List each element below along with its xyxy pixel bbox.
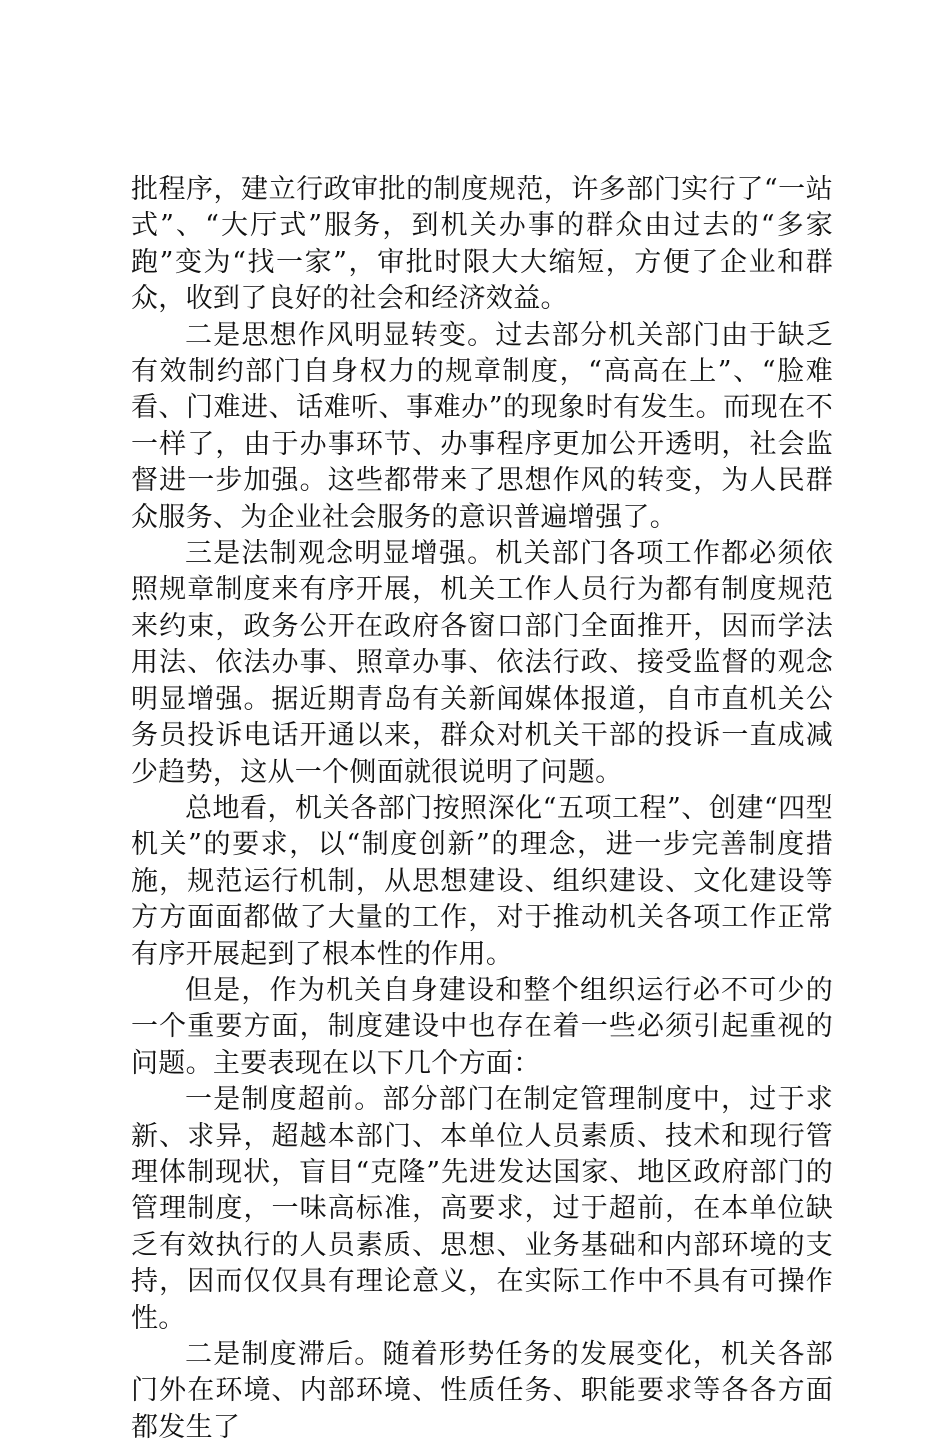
paragraph-4: 总地看，机关各部门按照深化“五项工程”、创建“四型机关”的要求，以“制度创新”的理念，进一步完善制度措施，规范运行机制，从思想建设、组织建设、文化建设等方方面面都做了大量的工作，对于推动机关各项工作正常有序开展起到了根本性的作用。: [131, 792, 833, 970]
paragraph-3: 三是法制观念明显增强。机关部门各项工作都必须依照规章制度来有序开展，机关工作人员行为都有制度规范来约束，政务公开在政府各窗口部门全面推开，因而学法用法、依法办事、照章办事、依法行政、接受监督的观念明显增强。据近期青岛有关新闻媒体报道，自市直机关公务员投诉电话开通以来，群众对机关干部的投诉一直成减少趋势，这从一个侧面就很说明了问题。: [131, 538, 833, 788]
paragraph-7: 二是制度滞后。随着形势任务的发展变化，机关各部门外在环境、内部环境、性质任务、职能要求等各各方面都发生了: [131, 1339, 833, 1443]
paragraph-1: 批程序，建立行政审批的制度规范，许多部门实行了“一站式”、“大厅式”服务，到机关办事的群众由过去的“多家跑”变为“找一家”，审批时限大大缩短，方便了企业和群众，收到了良好的社会和经济效益。: [131, 174, 833, 315]
paragraph-5: 但是，作为机关自身建设和整个组织运行必不可少的一个重要方面，制度建设中也存在着一些必须引起重视的问题。主要表现在以下几个方面：: [131, 974, 833, 1079]
paragraph-2: 二是思想作风明显转变。过去部分机关部门由于缺乏有效制约部门自身权力的规章制度，“高高在上”、“脸难看、门难进、话难听、事难办”的现象时有发生。而现在不一样了，由于办事环节、办事程序更加公开透明，社会监督进一步加强。这些都带来了思想作风的转变，为人民群众服务、为企业社会服务的意识普遍增强了。: [131, 319, 833, 533]
document-body: [131, 172, 833, 1446]
paragraph-6: 一是制度超前。部分部门在制定管理制度中，过于求新、求异，超越本部门、本单位人员素质、技术和现行管理体制现状，盲目“克隆”先进发达国家、地区政府部门的管理制度，一味高标准，高要求，过于超前，在本单位缺乏有效执行的人员素质、思想、业务基础和内部环境的支持，因而仅仅具有理论意义，在实际工作中不具有可操作性。: [131, 1084, 833, 1334]
